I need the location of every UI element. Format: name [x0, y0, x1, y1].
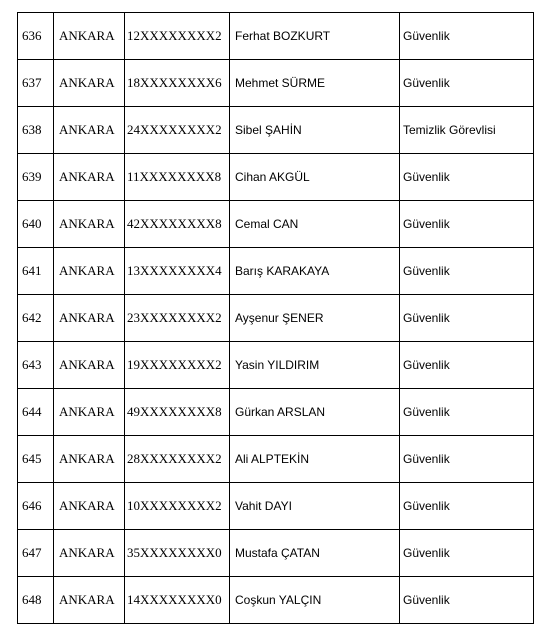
row-number: 638: [18, 107, 54, 154]
row-id-number: 35XXXXXXXX0: [125, 530, 230, 577]
row-id-number: 10XXXXXXXX2: [125, 483, 230, 530]
row-id-number: 18XXXXXXXX6: [125, 60, 230, 107]
row-full-name: Mustafa ÇATAN: [230, 530, 400, 577]
row-full-name: Ayşenur ŞENER: [230, 295, 400, 342]
row-position: Temizlik Görevlisi: [400, 107, 534, 154]
row-full-name: Yasin YILDIRIM: [230, 342, 400, 389]
row-id-number: 42XXXXXXXX8: [125, 201, 230, 248]
row-position: Güvenlik: [400, 530, 534, 577]
row-position: Güvenlik: [400, 577, 534, 624]
table-row: [18, 13, 534, 60]
row-city: ANKARA: [54, 342, 125, 389]
row-city: ANKARA: [54, 436, 125, 483]
row-number: 643: [18, 342, 54, 389]
row-id-number: 28XXXXXXXX2: [125, 436, 230, 483]
row-position: Güvenlik: [400, 60, 534, 107]
row-full-name: Cemal CAN: [230, 201, 400, 248]
row-city: ANKARA: [54, 60, 125, 107]
row-id-number: 23XXXXXXXX2: [125, 295, 230, 342]
table-row: [18, 60, 534, 107]
row-city: ANKARA: [54, 248, 125, 295]
row-full-name: Vahit DAYI: [230, 483, 400, 530]
table-row: [18, 389, 534, 436]
row-id-number: 49XXXXXXXX8: [125, 389, 230, 436]
row-number: 642: [18, 295, 54, 342]
row-city: ANKARA: [54, 107, 125, 154]
row-full-name: Barış KARAKAYA: [230, 248, 400, 295]
row-city: ANKARA: [54, 530, 125, 577]
row-city: ANKARA: [54, 154, 125, 201]
row-number: 645: [18, 436, 54, 483]
table-row: [18, 154, 534, 201]
row-number: 647: [18, 530, 54, 577]
personnel-table-body: [18, 13, 534, 624]
row-position: Güvenlik: [400, 201, 534, 248]
row-position: Güvenlik: [400, 436, 534, 483]
table-row: [18, 248, 534, 295]
personnel-table: [17, 12, 534, 624]
row-full-name: Ali ALPTEKİN: [230, 436, 400, 483]
row-position: Güvenlik: [400, 13, 534, 60]
row-position: Güvenlik: [400, 483, 534, 530]
row-id-number: 14XXXXXXXX0: [125, 577, 230, 624]
table-row: [18, 483, 534, 530]
row-id-number: 19XXXXXXXX2: [125, 342, 230, 389]
row-position: Güvenlik: [400, 295, 534, 342]
table-row: [18, 577, 534, 624]
table-row: [18, 107, 534, 154]
row-id-number: 12XXXXXXXX2: [125, 13, 230, 60]
row-number: 648: [18, 577, 54, 624]
row-number: 644: [18, 389, 54, 436]
row-number: 640: [18, 201, 54, 248]
row-city: ANKARA: [54, 295, 125, 342]
table-row: [18, 342, 534, 389]
row-number: 636: [18, 13, 54, 60]
row-city: ANKARA: [54, 483, 125, 530]
row-position: Güvenlik: [400, 154, 534, 201]
row-id-number: 11XXXXXXXX8: [125, 154, 230, 201]
row-id-number: 24XXXXXXXX2: [125, 107, 230, 154]
table-row: [18, 436, 534, 483]
row-full-name: Coşkun YALÇIN: [230, 577, 400, 624]
row-position: Güvenlik: [400, 342, 534, 389]
row-city: ANKARA: [54, 577, 125, 624]
row-position: Güvenlik: [400, 248, 534, 295]
row-number: 641: [18, 248, 54, 295]
row-full-name: Cihan AKGÜL: [230, 154, 400, 201]
table-row: [18, 201, 534, 248]
table-row: [18, 530, 534, 577]
row-number: 646: [18, 483, 54, 530]
row-number: 639: [18, 154, 54, 201]
row-city: ANKARA: [54, 389, 125, 436]
row-position: Güvenlik: [400, 389, 534, 436]
row-full-name: Sibel ŞAHİN: [230, 107, 400, 154]
row-number: 637: [18, 60, 54, 107]
row-id-number: 13XXXXXXXX4: [125, 248, 230, 295]
row-full-name: Mehmet SÜRME: [230, 60, 400, 107]
table-row: [18, 295, 534, 342]
row-full-name: Gürkan ARSLAN: [230, 389, 400, 436]
row-city: ANKARA: [54, 201, 125, 248]
row-full-name: Ferhat BOZKURT: [230, 13, 400, 60]
row-city: ANKARA: [54, 13, 125, 60]
